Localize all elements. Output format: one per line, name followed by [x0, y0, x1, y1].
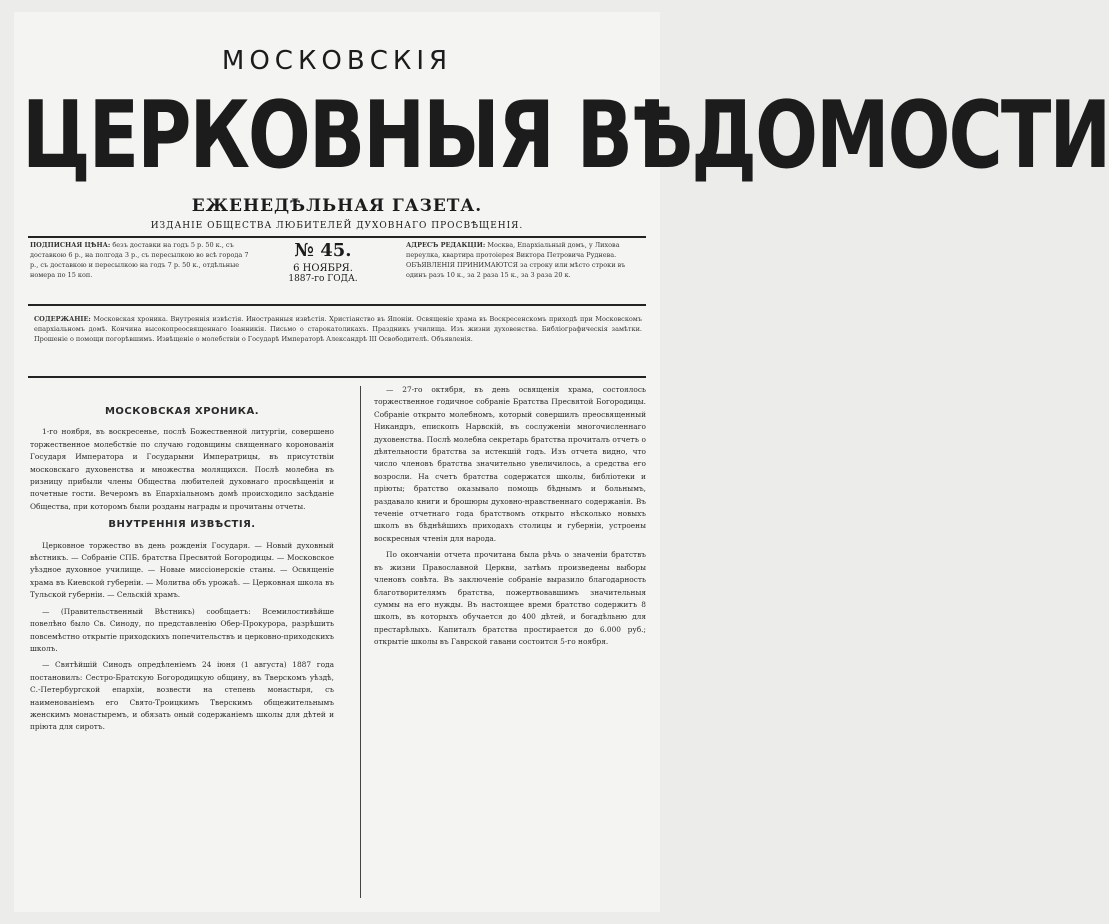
article-paragraph: — 27-го октября, въ день освященія храма, состоялось торжественное годичное собраніе Братства Пресвятой Богородицы. Собраніе открыто молебномъ, который совершилъ преосвященный Никандръ, епископъ Нарвскій, въ сослуженіи многочисленнаго духовенства. Послѣ молебна секретарь братства прочиталъ отчетъ о дѣятельности братства за истекшій годъ. Изъ отчета видно, что число членовъ братства значительно увеличилось, а средства его возросли. На счетъ братства содержатся школы, библіотеки и пріюты; братство оказывало помощь бѣднымъ и больнымъ, раздавало книги и брошюры духовно-нравственнаго содержанія. Въ теченіе отчетнаго года братствомъ открыто нѣсколько новыхъ школъ въ бѣднѣйшихъ приходахъ столицы и губерніи, устроены воскресныя чтенія для народа.: [374, 385, 646, 543]
editorial-address: [406, 240, 642, 280]
newspaper-page: [14, 12, 1109, 912]
section-heading-moscow-chronicle: МОСКОВСКАЯ ХРОНИКА.: [104, 406, 259, 417]
header-rule: [28, 236, 646, 238]
section-heading-internal-news: ВНУТРЕННІЯ ИЗВѢСТІЯ.: [108, 519, 256, 531]
subscription-text: безъ доставки на годъ 5 р. 50 к., съ доставкою 6 р., на полгода 3 р., съ пересылкою во всѣ города 7 р., съ доставкою и пересылкою на годъ 7 р. 50 к., отдѣльные номера по 15 коп.: [30, 241, 249, 279]
table-of-contents: [34, 314, 642, 344]
contents-bottom-rule: [28, 376, 646, 378]
article-paragraph: — (Правительственный Вѣстникъ) сообщаетъ: Всемилостивѣйше повелѣно было Св. Синоду, по представленію Обер-Прокурора, разрѣшить повсемѣстно открытіе приходскихъ попечительствъ и церковно-приходскихъ школъ.: [30, 606, 334, 653]
issue-date: 6 НОЯБРЯ.: [293, 263, 353, 274]
subscription-label: ПОДПИСНАЯ ЦѢНА:: [30, 241, 111, 249]
left-column: [30, 400, 334, 738]
masthead-title: ЦЕРКОВНЫЯ ВѢДОМОСТИ: [22, 81, 1109, 190]
article-paragraph: По окончаніи отчета прочитана была рѣчь о значеніи братствъ въ жизни Православной Церкви, затѣмъ произведены выборы членовъ совѣта. Въ заключеніе собраніе выразило благодарность благотворителямъ братства, пожертвовавшимъ значительныя суммы на его нужды. Въ настоящее время братство содержитъ 8 школъ, въ которыхъ обучается до 400 дѣтей, и богадѣльню для престарѣлыхъ. Капиталъ братства простирается до 6.000 руб.; открытіе школы въ Гаврской гавани состоится 5-го ноября.: [374, 550, 646, 647]
contents-label: СОДЕРЖАНІЕ:: [34, 315, 91, 323]
contents-top-rule: [28, 304, 646, 306]
contents-text: Московская хроника. Внутреннія извѣстія. Иностранныя извѣстія. Христіанство въ Японіи. Освященіе храма въ Воскресенскомъ приходѣ при Московскомъ епархіальномъ домѣ. Кончина высокопреосвященнаго Іоанникія. Письмо о старокатоликахъ. Праздникъ училища. Изъ жизни духовенства. Библіографическія замѣтки. Прошеніе о помощи погорѣвшимъ. Извѣщеніе о молебствіи о Государѣ Императорѣ Александрѣ III Освободителѣ. Объявленія.: [34, 315, 642, 343]
address-label: АДРЕСЪ РЕДАКЦІИ:: [406, 241, 486, 249]
address-text: Москва, Епархіальный домъ, у Лихова переулка, квартира протоіерея Виктора Петровича Руднева. ОБЪЯВЛЕНІЯ ПРИНИМАЮТСЯ за строку или мѣсто строки въ одинъ разъ 10 к., за 2 раза 15 к., за 3 раза 20 к.: [406, 241, 626, 279]
article-paragraph: Церковное торжество въ день рожденія Государя. — Новый духовный вѣстникъ. — Собраніе СПБ. братства Пресвятой Богородицы. — Московское уѣздное духовное училище. — Новые миссіонерскіе станы. — Освященіе храма въ Киевской губерніи. — Молитва объ урожаѣ. — Церковная школа въ Тульской губерніи. — Сельскій храмъ.: [30, 540, 334, 600]
masthead-publisher: ИЗДАНІЕ ОБЩЕСТВА ЛЮБИТЕЛЕЙ ДУХОВНАГО ПРОСВѢЩЕНІЯ.: [150, 221, 524, 231]
masthead-subtitle: ЕЖЕНЕДѢЛЬНАЯ ГАЗЕТА.: [191, 196, 483, 216]
right-column: [374, 384, 646, 653]
article-paragraph: 1-го ноября, въ воскресенье, послѣ Божественной литургіи, совершено торжественное молебствіе по случаю годовщины священнаго коронованія Государя Императора и Государыни Императрицы, въ присутствіи московскаго духовенства и множества молящихся. Послѣ молебна въ ризницу прибыли члены Общества любителей духовнаго просвѣщенія и почетные гости. Вечеромъ въ Епархіальномъ домѣ происходило засѣданіе Общества, при которомъ были розданы награды и прочитаны отчеты.: [30, 427, 334, 511]
issue-block: [268, 240, 378, 284]
issue-number: № 45.: [294, 240, 352, 261]
issue-year: 1887-го ГОДА.: [288, 274, 358, 284]
article-paragraph: — Святѣйшій Синодъ опредѣленіемъ 24 іюня (1 августа) 1887 года постановилъ: Сестро-Братскую Богородицкую общину, въ Тверскомъ уѣздѣ, С.-Петербургской епархіи, возвести на степень монастыря, съ наименованіемъ его Свято-Троицкимъ Тверскимъ общежительнымъ женскимъ монастыремъ, и обязать оный содержаніемъ школы для дѣтей и пріюта для сиротъ.: [30, 660, 334, 732]
masthead-city: МОСКОВСКІЯ: [221, 46, 453, 76]
column-divider: [360, 386, 361, 898]
subscription-info: [30, 240, 250, 280]
